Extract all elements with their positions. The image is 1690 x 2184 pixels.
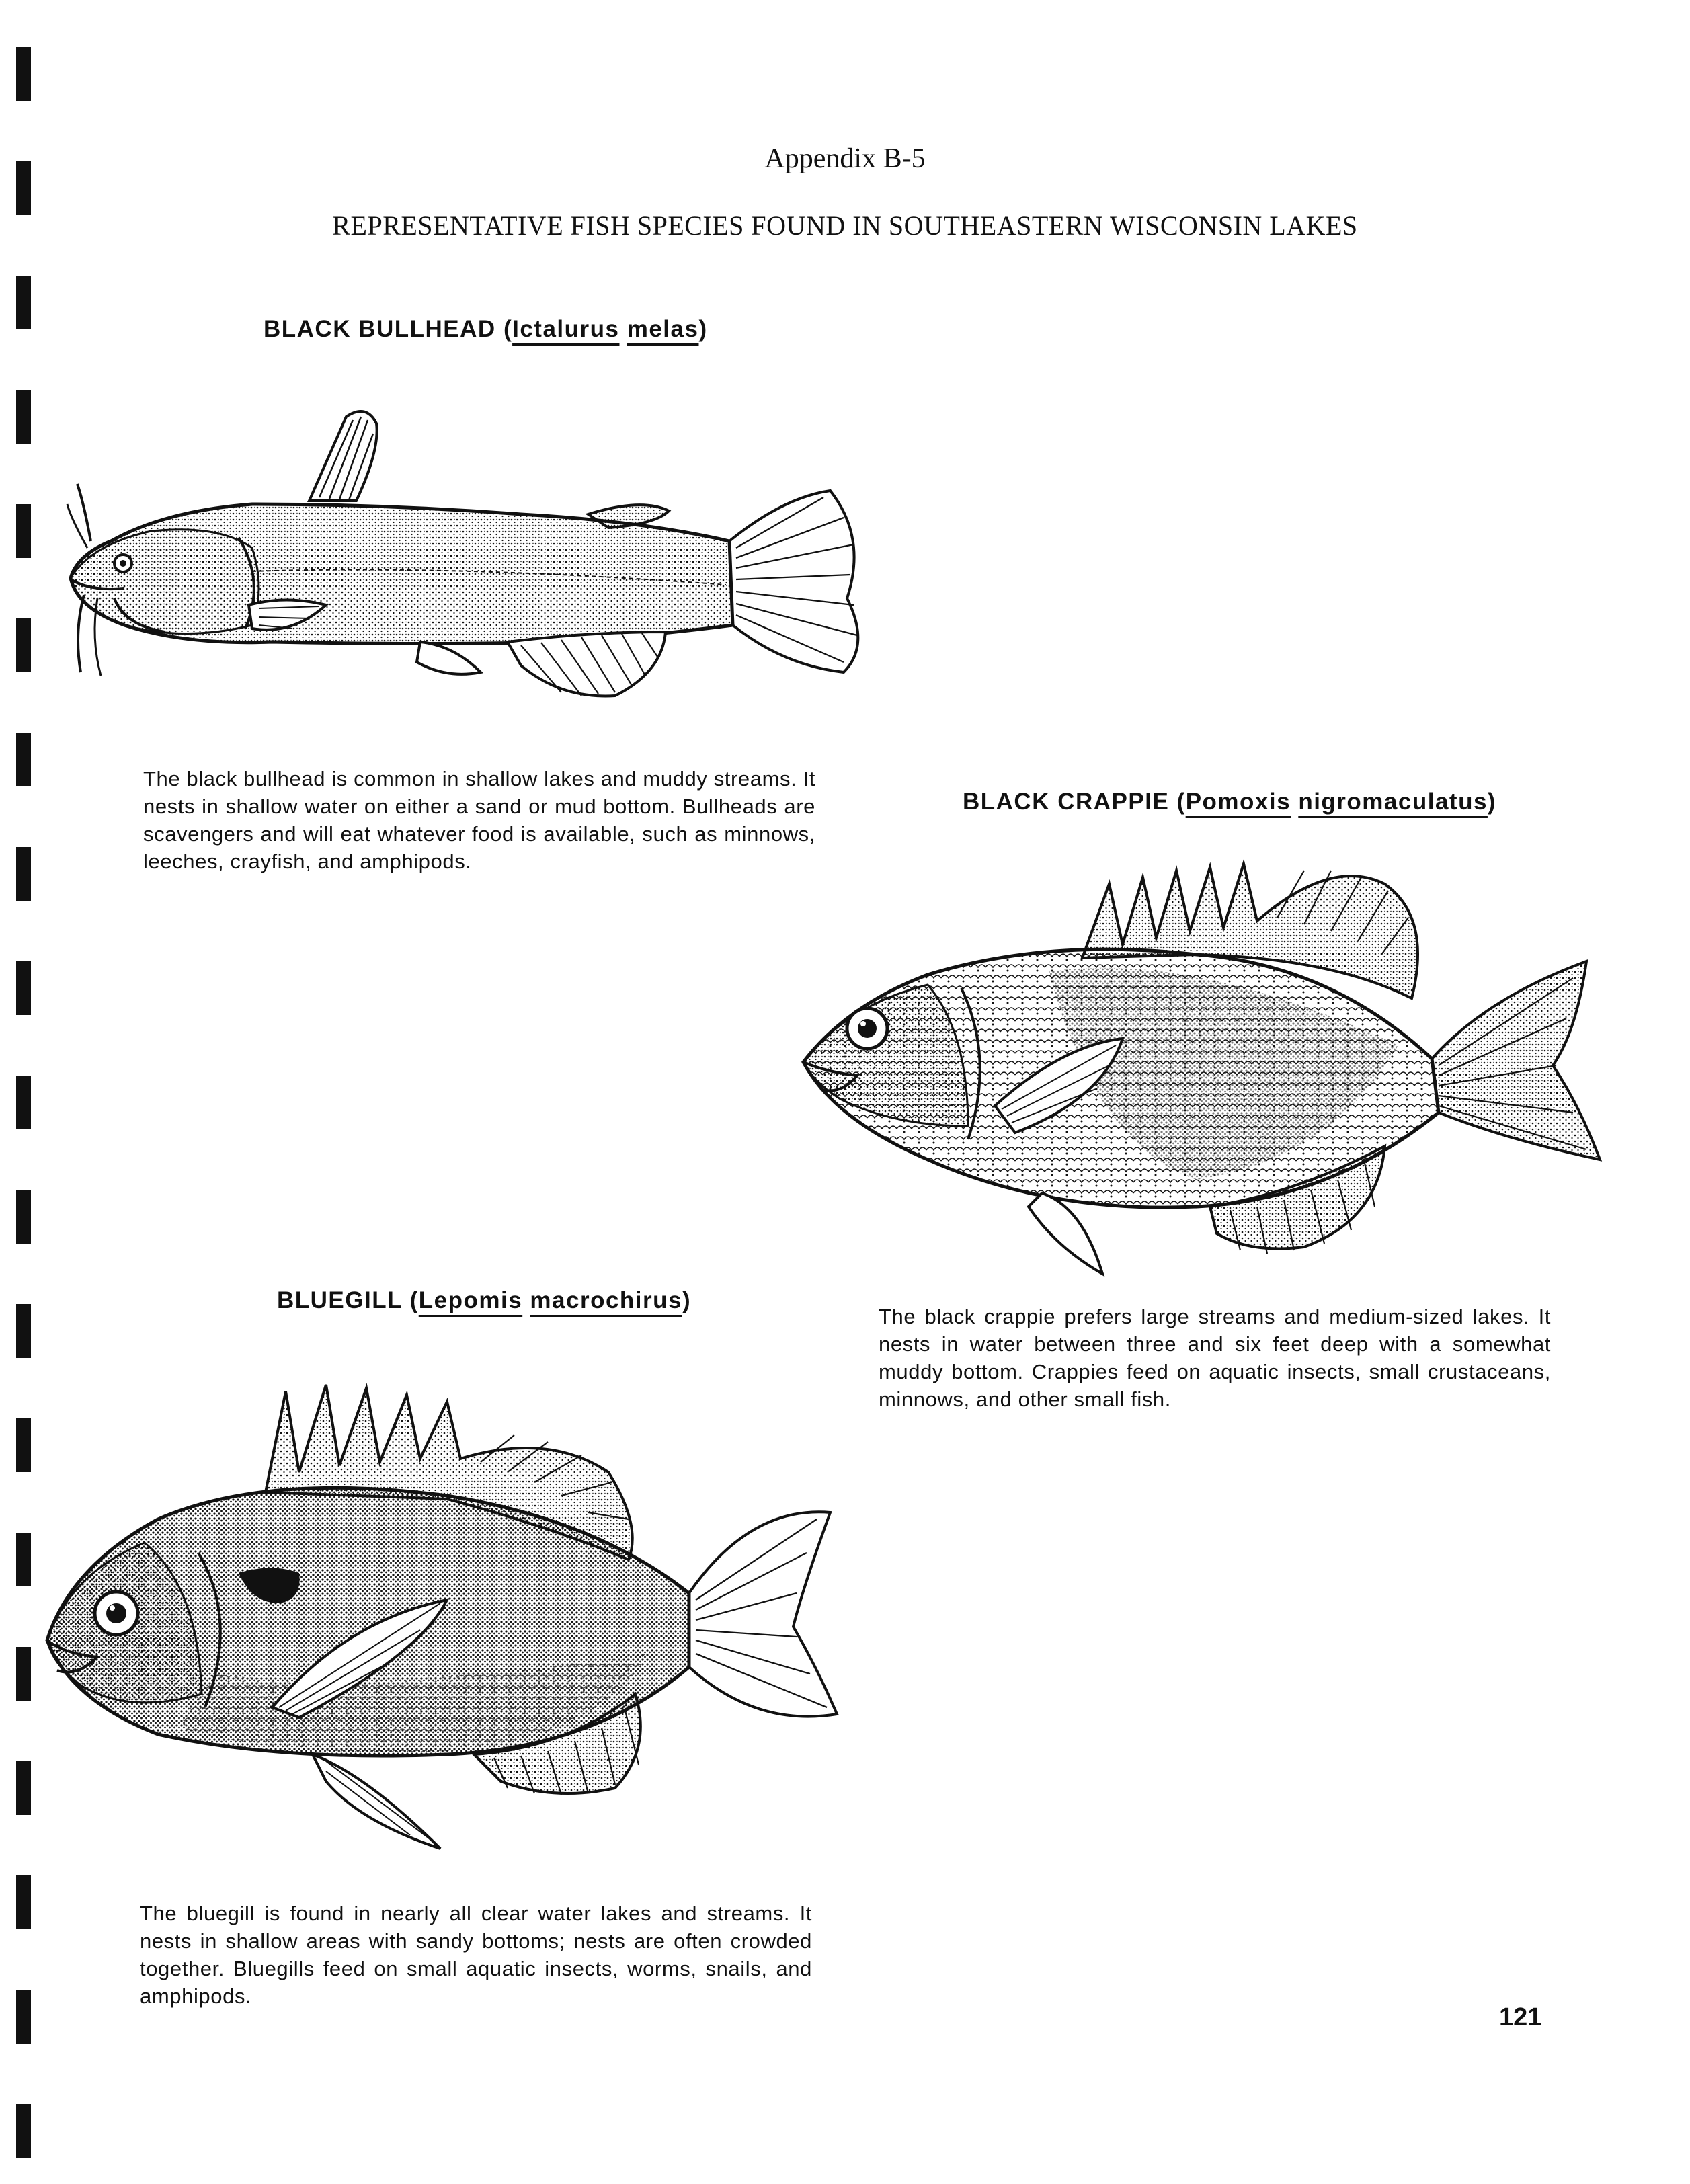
scientific-name: (Pomoxis nigromaculatus) — [1176, 788, 1497, 815]
black-crappie-illustration — [793, 844, 1620, 1287]
scientific-name: (Lepomis macrochirus) — [409, 1287, 692, 1313]
binding-mark — [16, 1990, 31, 2044]
page-title: REPRESENTATIVE FISH SPECIES FOUND IN SOUTHEASTERN WISCONSIN LAKES — [332, 210, 1358, 241]
binding-mark — [16, 618, 31, 672]
species-heading-bluegill — [277, 1287, 691, 1314]
binding-mark — [16, 276, 31, 329]
binding-mark — [16, 1418, 31, 1472]
description-black-bullhead: The black bullhead is common in shallow lakes and muddy streams. It nests in shallow water on either a sand or mud bottom. Bullheads are scavengers and will eat whatever food is available, such as minnows, leeches, crayfish, and amphipods. — [143, 767, 815, 873]
binding-mark — [16, 390, 31, 444]
bluegill-illustration — [44, 1371, 850, 1855]
epithet: melas — [627, 316, 699, 342]
binding-mark — [16, 1647, 31, 1701]
common-name: BLACK CRAPPIE — [963, 788, 1170, 815]
scientific-name: (Ictalurus melas) — [503, 316, 708, 342]
species-heading-black-crappie — [963, 788, 1496, 815]
binding-mark — [16, 1190, 31, 1244]
page-number: 121 — [1499, 2003, 1542, 2031]
genus: Pomoxis — [1185, 788, 1291, 815]
binding-mark — [16, 961, 31, 1015]
binding-mark — [16, 1076, 31, 1129]
epithet: nigromaculatus — [1298, 788, 1488, 815]
binding-mark — [16, 1761, 31, 1815]
black-bullhead-illustration — [50, 403, 897, 713]
description-bluegill: The bluegill is found in nearly all clear water lakes and streams. It nests in shallow areas with sandy bottoms; nests are often crowded together. Bluegills feed on small aquatic insects, worms, snails, and amphipods. — [140, 1902, 812, 2008]
binding-mark — [16, 47, 31, 101]
epithet: macrochirus — [530, 1287, 682, 1313]
binding-mark — [16, 504, 31, 558]
genus: Lepomis — [418, 1287, 523, 1313]
binding-mark — [16, 1304, 31, 1358]
species-heading-black-bullhead — [264, 316, 708, 343]
appendix-label: Appendix B-5 — [764, 143, 926, 174]
common-name: BLUEGILL — [277, 1287, 403, 1313]
binding-mark — [16, 2104, 31, 2158]
binding-mark — [16, 847, 31, 901]
binding-mark — [16, 1875, 31, 1929]
common-name: BLACK BULLHEAD — [264, 316, 496, 342]
binding-mark — [16, 1533, 31, 1586]
genus: Ictalurus — [512, 316, 620, 342]
description-black-crappie: The black crappie prefers large streams and medium-sized lakes. It nests in water between three and six feet deep with a somewhat muddy bottom. Crappies feed on aquatic insects, small crustaceans, minnows, and other small fish. — [879, 1305, 1551, 1411]
binding-mark — [16, 733, 31, 786]
